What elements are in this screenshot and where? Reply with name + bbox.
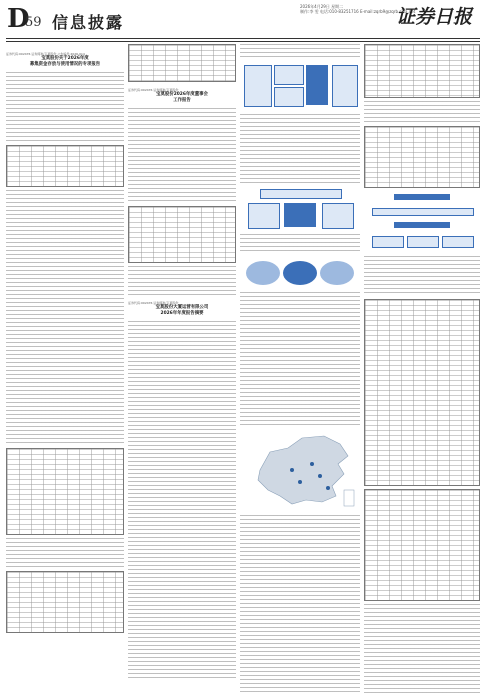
announcement-title: 宝莫股份关于2026年度 xyxy=(41,56,89,61)
date-line: 2026年4月29日 星期二 xyxy=(300,4,344,9)
body-text xyxy=(6,190,124,445)
data-table xyxy=(128,44,236,82)
announcement-code: 证券代码:002476 证券简称:宝莫股份 xyxy=(128,301,179,305)
editor-line: 制作:李 雯 电话:010-83251716 E-mail:zqrb9@zqrb.sina.net xyxy=(300,9,416,14)
body-text xyxy=(240,114,360,184)
column-2 xyxy=(128,44,236,698)
data-table xyxy=(6,448,124,535)
column-1 xyxy=(6,44,124,698)
body-text xyxy=(364,101,480,123)
newspaper-logo: 证券日报 xyxy=(396,6,473,28)
announcement-title: 工作报告 xyxy=(173,98,191,103)
page-number: 59 xyxy=(25,15,42,30)
data-table xyxy=(364,44,480,98)
body-text xyxy=(364,604,480,694)
data-table xyxy=(364,126,480,188)
body-text xyxy=(6,538,124,568)
body-text xyxy=(240,44,360,58)
announcement-2 xyxy=(128,88,236,104)
announcement-code: 证券代码:002476 证券简称:宝莫股份 xyxy=(128,88,179,92)
data-table xyxy=(364,299,480,486)
diagram-circles xyxy=(240,257,360,289)
announcement-3 xyxy=(128,301,236,317)
body-text xyxy=(128,321,236,681)
section-title: 信息披露 xyxy=(52,13,125,32)
announcement-title: 宝莫股份2026年度董事会 xyxy=(156,92,208,97)
china-map xyxy=(240,430,360,512)
body-text xyxy=(240,234,360,254)
body-text xyxy=(240,515,360,695)
announcement-title: 2026年年度报告摘要 xyxy=(160,311,204,316)
header-rule xyxy=(6,38,480,39)
announcement-title: 募集资金存放与使用情况的专项报告 xyxy=(29,62,101,67)
announcement-1 xyxy=(6,52,124,68)
announcement-code: 证券代码:002476 证券简称:宝莫股份 公告编号:2026-014 xyxy=(6,52,85,56)
column-4 xyxy=(364,44,480,698)
body-text xyxy=(6,72,124,142)
data-table xyxy=(6,571,124,633)
data-table xyxy=(128,206,236,263)
section-letter: D xyxy=(7,4,30,34)
body-text xyxy=(364,256,480,296)
body-text xyxy=(128,266,236,296)
diagram-business xyxy=(240,61,360,111)
data-table xyxy=(6,145,124,187)
diagram-process xyxy=(240,187,360,231)
body-text xyxy=(128,108,236,203)
data-table xyxy=(364,489,480,601)
announcement-title: 宝莫股份大厦运营有限公司 xyxy=(155,305,209,310)
diagram-org-chart xyxy=(364,192,480,252)
body-text xyxy=(240,292,360,427)
column-3 xyxy=(240,44,360,698)
header-rule-thin xyxy=(6,41,480,42)
